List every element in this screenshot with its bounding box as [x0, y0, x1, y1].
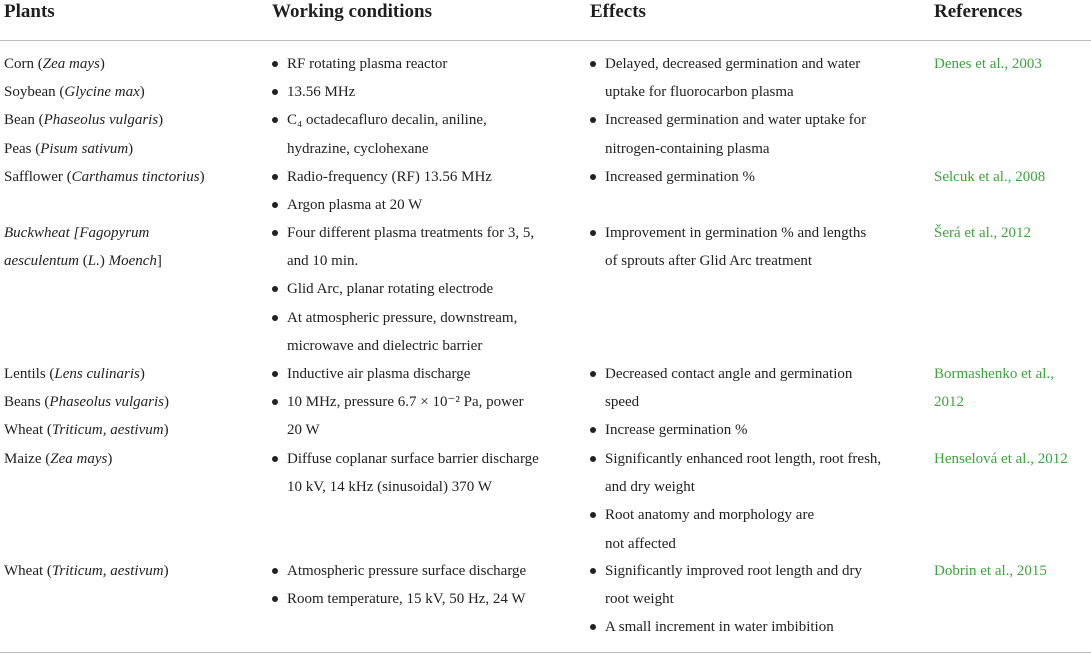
conditions-cell: [272, 163, 572, 219]
effect-text: root weight: [605, 591, 674, 608]
condition-item: [272, 388, 572, 444]
effect-item: [590, 416, 910, 444]
effect-text: Increased germination and water uptake for: [605, 112, 867, 129]
condition-text: Argon plasma at 20 W: [287, 197, 423, 214]
plants-cell: [4, 163, 254, 191]
plant-text: ): [163, 422, 169, 439]
conditions-cell: [272, 445, 572, 501]
plant-scientific-name: Lens culinaris: [54, 366, 140, 382]
conditions-cell: [272, 360, 572, 445]
plant-name: [4, 416, 254, 444]
plant-text: Safflower (: [4, 169, 72, 185]
effect-text: Improvement in germination % and lengths: [605, 225, 867, 241]
plant-scientific-name: Moench: [108, 253, 157, 270]
reference-cell: [934, 557, 1084, 585]
header-effects: Effects: [590, 1, 646, 22]
effect-text: Increased germination %: [605, 169, 755, 185]
plant-name: [4, 106, 254, 134]
condition-text: Four different plasma treatments for 3, 5,: [287, 225, 535, 241]
condition-text: Diffuse coplanar surface barrier discharge: [287, 451, 539, 467]
condition-item: [272, 557, 572, 585]
effect-text: Increase germination %: [605, 422, 748, 439]
condition-item: [272, 50, 572, 78]
header-plants: Plants: [4, 1, 55, 22]
plant-text: ): [164, 394, 169, 411]
plant-name: [4, 445, 254, 473]
plant-text: ): [139, 366, 145, 382]
plants-cell: [4, 445, 254, 473]
condition-item: [272, 585, 572, 613]
plant-scientific-name: Triticum, aestivum: [51, 422, 164, 439]
effect-text: Significantly improved root length and dry: [605, 563, 863, 579]
conditions-cell: [272, 557, 572, 613]
plant-text: ): [99, 253, 109, 270]
plant-name: [4, 247, 254, 275]
plant-scientific-name: Zea mays: [42, 56, 100, 72]
condition-item: [272, 163, 572, 191]
reference-link[interactable]: Selcuk et al., 2008: [934, 169, 1046, 185]
effect-text: uptake for fluorocarbon plasma: [605, 84, 794, 101]
condition-text: 10 MHz, pressure 6.7 × 10⁻² Pa, power: [287, 394, 524, 411]
plant-name: [4, 135, 254, 163]
plant-name: [4, 163, 254, 191]
effects-cell: [590, 445, 910, 558]
conditions-list: [272, 50, 572, 163]
plant-text: ]: [156, 253, 162, 270]
reference-cell: [934, 445, 1084, 473]
condition-text: 13.56 MHz: [287, 84, 356, 101]
plants-cell: [4, 557, 254, 585]
plant-text: ): [163, 563, 169, 579]
plant-scientific-name: Glycine max: [64, 84, 140, 101]
reference-link[interactable]: Bormashenko et al.,: [934, 366, 1054, 382]
reference-link[interactable]: Šerá et al., 2012: [934, 225, 1032, 241]
effects-cell: [590, 163, 910, 191]
conditions-list: [272, 557, 572, 613]
plant-text: Lentils (: [4, 366, 55, 382]
effect-item: [590, 613, 910, 641]
plant-text: Soybean (: [4, 84, 65, 101]
effect-text: Decreased contact angle and germination: [605, 366, 853, 382]
conditions-list: [272, 219, 572, 360]
effect-text: and dry weight: [605, 479, 695, 496]
condition-text: Room temperature, 15 kV, 50 Hz, 24 W: [287, 591, 526, 608]
plant-text: ): [107, 451, 113, 467]
plant-scientific-name: Phaseolus vulgaris: [43, 112, 159, 129]
condition-text: 10 kV, 14 kHz (sinusoidal) 370 W: [287, 479, 492, 496]
condition-text: hydrazine, cyclohexane: [287, 140, 429, 157]
plant-name: [4, 388, 254, 416]
condition-text: microwave and dielectric barrier: [287, 337, 483, 354]
condition-item: [272, 275, 572, 303]
header-working-conditions: Working conditions: [272, 1, 432, 22]
conditions-cell: [272, 219, 572, 360]
conditions-cell: [272, 50, 572, 163]
plant-text: ): [199, 169, 205, 185]
effect-item: [590, 106, 910, 162]
plants-cell: [4, 360, 254, 445]
effects-list: [590, 445, 910, 558]
plant-text: ): [139, 84, 145, 101]
condition-text: and 10 min.: [287, 253, 359, 270]
plant-scientific-name: Triticum, aestivum: [51, 563, 164, 579]
effects-list: [590, 219, 910, 275]
condition-item: [272, 445, 572, 501]
plant-text: Wheat (: [4, 422, 52, 439]
effect-item: [590, 501, 910, 557]
condition-text: RF rotating plasma reactor: [287, 56, 448, 72]
conditions-list: [272, 163, 572, 219]
plant-scientific-name: aesculentum: [4, 253, 79, 270]
condition-text: Radio-frequency (RF) 13.56 MHz: [287, 169, 492, 185]
effect-item: [590, 557, 910, 613]
condition-text: At atmospheric pressure, downstream,: [287, 309, 518, 326]
plant-text: ): [128, 140, 134, 157]
plant-scientific-name: Carthamus tinctorius: [71, 169, 200, 185]
effect-item: [590, 50, 910, 106]
plant-text: Maize (: [4, 451, 51, 467]
effects-cell: [590, 219, 910, 275]
plant-name: [4, 360, 254, 388]
reference-link[interactable]: Denes et al., 2003: [934, 56, 1042, 72]
reference-link[interactable]: 2012: [934, 394, 964, 411]
effects-cell: [590, 50, 910, 163]
plants-cell: [4, 219, 254, 275]
effect-text: nitrogen-containing plasma: [605, 140, 770, 157]
effect-item: [590, 219, 910, 275]
plant-scientific-name: L.: [87, 253, 100, 270]
conditions-list: [272, 445, 572, 501]
effects-list: [590, 557, 910, 642]
effect-item: [590, 360, 910, 416]
effects-list: [590, 163, 910, 191]
condition-text: 20 W: [287, 422, 320, 439]
condition-item: [272, 219, 572, 275]
plant-text: ): [158, 112, 164, 129]
reference-cell: [934, 50, 1084, 78]
table-header: [0, 0, 1091, 41]
effect-text: Root anatomy and morphology are: [605, 507, 815, 524]
effects-list: [590, 360, 910, 445]
reference-link[interactable]: Henselová et al., 2012: [934, 451, 1068, 467]
condition-item: [272, 191, 572, 219]
plant-text: Peas (: [4, 140, 41, 157]
plant-scientific-name: Buckwheat [Fagopyrum: [4, 225, 150, 241]
plant-text: (: [78, 253, 88, 270]
condition-item: [272, 360, 572, 388]
condition-item: [272, 106, 572, 162]
plant-text: Beans (: [4, 394, 50, 411]
plant-text: Wheat (: [4, 563, 52, 579]
condition-text: C₄ octadecafluro decalin, aniline,: [287, 112, 487, 129]
plant-name: [4, 219, 254, 247]
effect-text: Delayed, decreased germination and water: [605, 56, 861, 72]
condition-item: [272, 304, 572, 360]
effect-text: Significantly enhanced root length, root fresh,: [605, 451, 882, 467]
plant-text: Bean (: [4, 112, 44, 129]
condition-text: Atmospheric pressure surface discharge: [287, 563, 527, 579]
effects-cell: [590, 557, 910, 642]
effect-item: [590, 163, 910, 191]
conditions-list: [272, 360, 572, 445]
plant-scientific-name: Pisum sativum: [40, 140, 129, 157]
reference-cell: [934, 219, 1084, 247]
plant-scientific-name: Phaseolus vulgaris: [49, 394, 164, 411]
plant-scientific-name: Zea mays: [50, 451, 108, 467]
effect-text: A small increment in water imbibition: [605, 619, 834, 636]
plant-name: [4, 78, 254, 106]
plants-cell: [4, 50, 254, 163]
effects-list: [590, 50, 910, 163]
effects-cell: [590, 360, 910, 445]
plant-text: ): [99, 56, 105, 72]
effect-item: [590, 445, 910, 501]
table-bottom-rule: [0, 652, 1091, 653]
effect-text: of sprouts after Glid Arc treatment: [605, 253, 813, 270]
header-references: References: [934, 1, 1023, 22]
effect-text: not affected: [605, 535, 676, 552]
condition-text: Glid Arc, planar rotating electrode: [287, 281, 494, 298]
reference-cell: [934, 360, 1084, 416]
effect-text: speed: [605, 394, 640, 411]
condition-text: Inductive air plasma discharge: [287, 366, 471, 382]
condition-item: [272, 78, 572, 106]
reference-link[interactable]: Dobrin et al., 2015: [934, 563, 1047, 579]
reference-cell: [934, 163, 1084, 191]
plant-text: Corn (: [4, 56, 43, 72]
plant-name: [4, 557, 254, 585]
plant-name: [4, 50, 254, 78]
